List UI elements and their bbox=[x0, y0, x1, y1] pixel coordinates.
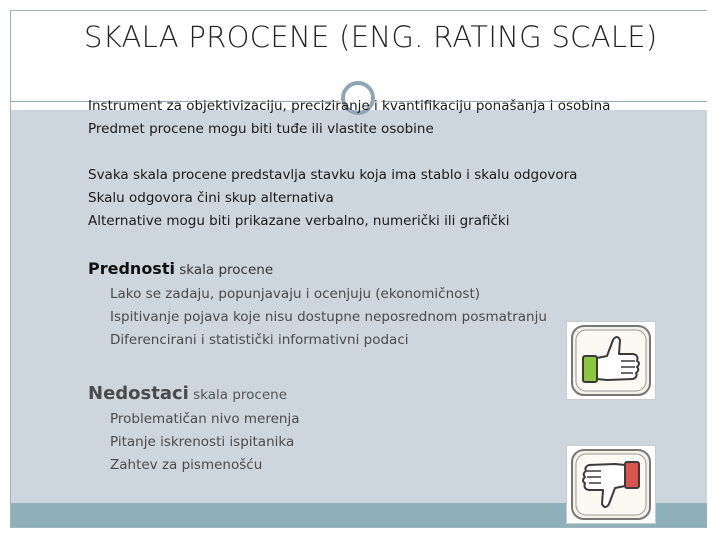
disadvantage-item: Pitanje iskrenosti ispitanika bbox=[110, 434, 295, 450]
disadvantages-heading-bold: Nedostaci bbox=[88, 383, 189, 404]
intro-line-2: Predmet procene mogu biti tuđe ili vlastite osobine bbox=[88, 121, 434, 137]
disadvantage-item: Problematičan nivo merenja bbox=[110, 411, 300, 427]
advantage-item: Ispitivanje pojava koje nisu dostupne neposrednom posmatranju bbox=[110, 309, 547, 325]
thumbs-up-icon-graphic bbox=[567, 322, 655, 399]
thumbs-down-icon-graphic bbox=[567, 446, 655, 523]
advantage-item: Diferencirani i statistički informativni podaci bbox=[110, 332, 409, 348]
intro-line-1: Instrument za objektivizaciju, preciziranje i kvantifikaciju ponašanja i osobina bbox=[88, 98, 611, 114]
advantages-heading bbox=[88, 259, 273, 278]
right-margin bbox=[707, 0, 720, 540]
description-line-3: Alternative mogu biti prikazane verbalno, numerički ili grafički bbox=[88, 213, 510, 229]
advantages-heading-bold: Prednosti bbox=[88, 259, 175, 278]
slide-title: SKALA PROCENE (ENG. RATING SCALE) bbox=[84, 20, 658, 54]
disadvantages-heading bbox=[88, 383, 287, 404]
disadvantage-item: Zahtev za pismenošću bbox=[110, 457, 263, 473]
thumbs-up-icon bbox=[566, 321, 656, 400]
description-line-2: Skalu odgovora čini skup alternativa bbox=[88, 190, 334, 206]
advantage-item: Lako se zadaju, popunjavaju i ocenjuju (ekonomičnost) bbox=[110, 286, 481, 302]
disadvantages-heading-rest: skala procene bbox=[188, 387, 287, 403]
advantages-heading-rest: skala procene bbox=[174, 262, 274, 278]
thumbs-down-icon bbox=[566, 445, 656, 524]
description-line-1: Svaka skala procene predstavlja stavku koja ima stablo i skalu odgovora bbox=[88, 167, 578, 183]
